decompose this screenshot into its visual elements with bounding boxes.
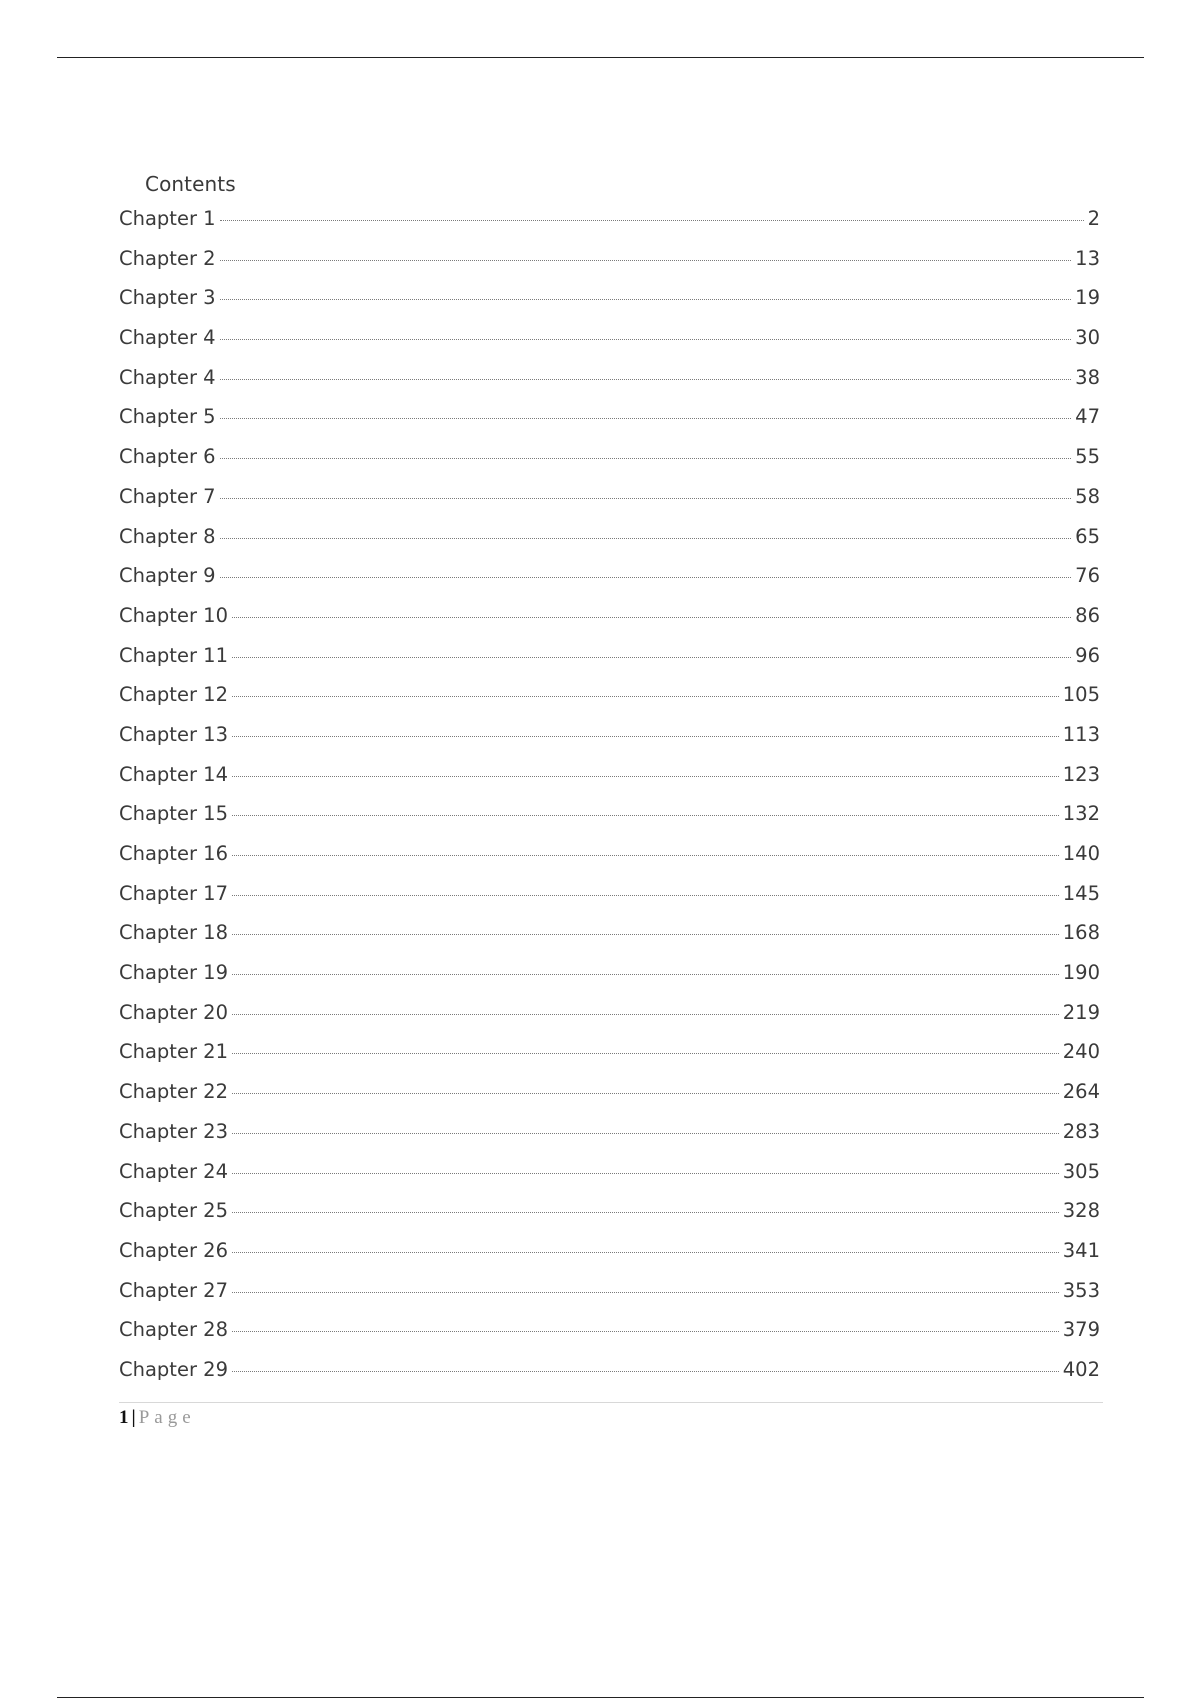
toc-entry-page-number: 38 xyxy=(1075,365,1100,389)
toc-entry[interactable] xyxy=(119,404,1100,444)
toc-entry[interactable] xyxy=(119,881,1100,921)
toc-entry[interactable] xyxy=(119,1278,1100,1318)
toc-dot-leader xyxy=(220,379,1072,380)
toc-entry[interactable] xyxy=(119,1159,1100,1199)
toc-dot-leader xyxy=(232,1331,1059,1332)
toc-entry-page-number: 341 xyxy=(1062,1238,1100,1262)
toc-entry[interactable] xyxy=(119,1039,1100,1079)
toc-entry-page-number: 283 xyxy=(1062,1119,1100,1143)
toc-dot-leader xyxy=(232,657,1071,658)
footer-separator: | xyxy=(131,1407,136,1428)
toc-heading: Contents xyxy=(145,172,236,196)
toc-entry-label: Chapter 1 xyxy=(119,207,216,230)
toc-dot-leader xyxy=(232,1292,1059,1293)
toc-dot-leader xyxy=(232,1252,1059,1253)
toc-entry[interactable] xyxy=(119,365,1100,405)
toc-entry-page-number: 264 xyxy=(1062,1080,1100,1104)
toc-entry[interactable] xyxy=(119,960,1100,1000)
toc-entry-label: Chapter 21 xyxy=(119,1040,228,1064)
toc-entry[interactable] xyxy=(119,920,1100,960)
toc-entry-page-number: 240 xyxy=(1062,1040,1100,1064)
toc-dot-leader xyxy=(220,458,1072,459)
toc-entry-label: Chapter 11 xyxy=(119,643,228,667)
toc-dot-leader xyxy=(232,855,1059,856)
toc-dot-leader xyxy=(220,577,1072,578)
toc-dot-leader xyxy=(220,299,1072,300)
toc-entry[interactable] xyxy=(119,1119,1100,1159)
footer-page-word: Page xyxy=(138,1407,196,1428)
toc-dot-leader xyxy=(220,498,1072,499)
toc-dot-leader xyxy=(220,260,1072,261)
toc-entry-label: Chapter 9 xyxy=(119,564,216,588)
toc-entry[interactable] xyxy=(119,325,1100,365)
toc-dot-leader xyxy=(232,617,1071,618)
toc-entry-label: Chapter 29 xyxy=(119,1357,228,1381)
toc-entry-label: Chapter 27 xyxy=(119,1278,228,1302)
toc-entry-label: Chapter 4 xyxy=(119,326,216,350)
page-bottom-rule xyxy=(57,1697,1144,1698)
toc-entry-label: Chapter 6 xyxy=(119,445,216,469)
table-of-contents xyxy=(119,206,1100,1397)
toc-entry-page-number: 140 xyxy=(1062,842,1100,865)
toc-entry[interactable] xyxy=(119,1238,1100,1278)
toc-entry-label: Chapter 20 xyxy=(119,1000,228,1024)
toc-entry-label: Chapter 17 xyxy=(119,881,228,905)
toc-dot-leader xyxy=(232,895,1059,896)
toc-entry-label: Chapter 8 xyxy=(119,524,216,548)
toc-dot-leader xyxy=(232,1371,1059,1372)
toc-entry-page-number: 86 xyxy=(1075,603,1100,627)
toc-entry-label: Chapter 10 xyxy=(119,603,228,627)
toc-entry-page-number: 55 xyxy=(1075,445,1100,469)
toc-entry[interactable] xyxy=(119,1079,1100,1119)
toc-entry-label: Chapter 12 xyxy=(119,683,228,707)
toc-entry-page-number: 105 xyxy=(1062,683,1100,707)
toc-entry-label: Chapter 4 xyxy=(119,365,216,389)
toc-entry-label: Chapter 18 xyxy=(119,921,228,945)
toc-dot-leader xyxy=(232,736,1059,737)
toc-entry-label: Chapter 14 xyxy=(119,762,228,786)
toc-entry-page-number: 379 xyxy=(1062,1318,1100,1342)
toc-dot-leader xyxy=(232,776,1059,777)
toc-dot-leader xyxy=(232,1053,1059,1054)
toc-dot-leader xyxy=(232,934,1059,935)
toc-entry-page-number: 47 xyxy=(1075,405,1100,429)
toc-entry[interactable] xyxy=(119,801,1100,841)
toc-entry-page-number: 168 xyxy=(1062,921,1100,945)
toc-entry-label: Chapter 13 xyxy=(119,722,228,746)
page-top-rule xyxy=(57,57,1144,58)
toc-entry-label: Chapter 15 xyxy=(119,802,228,826)
toc-entry-label: Chapter 22 xyxy=(119,1080,228,1104)
toc-entry-label: Chapter 19 xyxy=(119,961,228,985)
toc-entry-label: Chapter 7 xyxy=(119,484,216,508)
toc-entry[interactable] xyxy=(119,285,1100,325)
toc-entry-page-number: 13 xyxy=(1075,246,1100,270)
toc-entry-page-number: 123 xyxy=(1062,762,1100,786)
toc-dot-leader xyxy=(220,220,1084,221)
toc-entry[interactable] xyxy=(119,1198,1100,1238)
toc-entry[interactable] xyxy=(119,682,1100,722)
toc-entry-page-number: 76 xyxy=(1075,564,1100,588)
page-footer xyxy=(119,1404,196,1432)
footer-rule xyxy=(119,1402,1103,1403)
toc-dot-leader xyxy=(232,1212,1059,1213)
toc-entry[interactable] xyxy=(119,246,1100,286)
toc-entry-page-number: 145 xyxy=(1062,881,1100,905)
toc-dot-leader xyxy=(220,538,1072,539)
toc-entry[interactable] xyxy=(119,722,1100,762)
toc-entry-page-number: 19 xyxy=(1075,286,1100,310)
toc-dot-leader xyxy=(232,696,1059,697)
toc-entry[interactable] xyxy=(119,1317,1100,1357)
toc-dot-leader xyxy=(232,1173,1059,1174)
toc-dot-leader xyxy=(220,339,1072,340)
toc-entry-page-number: 65 xyxy=(1075,524,1100,548)
toc-entry-label: Chapter 23 xyxy=(119,1119,228,1143)
toc-entry-page-number: 402 xyxy=(1062,1357,1100,1381)
toc-entry[interactable] xyxy=(119,643,1100,683)
footer-page-number: 1 xyxy=(119,1407,129,1428)
toc-entry-page-number: 30 xyxy=(1075,326,1100,350)
toc-entry-page-number: 113 xyxy=(1062,722,1100,746)
toc-entry-label: Chapter 26 xyxy=(119,1238,228,1262)
toc-entry[interactable] xyxy=(119,206,1100,246)
toc-entry-page-number: 132 xyxy=(1062,802,1100,826)
toc-entry-label: Chapter 16 xyxy=(119,842,228,865)
toc-entry-page-number: 353 xyxy=(1062,1278,1100,1302)
toc-entry-label: Chapter 28 xyxy=(119,1318,228,1342)
toc-dot-leader xyxy=(232,1014,1059,1015)
toc-entry-page-number: 58 xyxy=(1075,484,1100,508)
toc-entry[interactable] xyxy=(119,1000,1100,1040)
toc-dot-leader xyxy=(232,1093,1059,1094)
toc-dot-leader xyxy=(220,418,1072,419)
toc-entry[interactable] xyxy=(119,762,1100,802)
toc-entry[interactable] xyxy=(119,1357,1100,1397)
toc-entry-label: Chapter 5 xyxy=(119,405,216,429)
toc-entry[interactable] xyxy=(119,444,1100,484)
toc-entry-page-number: 219 xyxy=(1062,1000,1100,1024)
toc-entry-page-number: 305 xyxy=(1062,1159,1100,1183)
toc-dot-leader xyxy=(232,1133,1059,1134)
toc-entry-page-number: 328 xyxy=(1062,1199,1100,1223)
toc-entry[interactable] xyxy=(119,841,1100,881)
toc-dot-leader xyxy=(232,974,1059,975)
toc-entry[interactable] xyxy=(119,484,1100,524)
toc-entry-label: Chapter 3 xyxy=(119,286,216,310)
toc-dot-leader xyxy=(232,815,1059,816)
toc-entry-label: Chapter 2 xyxy=(119,246,216,270)
toc-entry[interactable] xyxy=(119,603,1100,643)
toc-entry-page-number: 190 xyxy=(1062,961,1100,985)
toc-entry-label: Chapter 25 xyxy=(119,1199,228,1223)
toc-entry-page-number: 2 xyxy=(1087,207,1100,230)
toc-entry[interactable] xyxy=(119,524,1100,564)
toc-entry[interactable] xyxy=(119,563,1100,603)
toc-entry-page-number: 96 xyxy=(1075,643,1100,667)
toc-entry-label: Chapter 24 xyxy=(119,1159,228,1183)
